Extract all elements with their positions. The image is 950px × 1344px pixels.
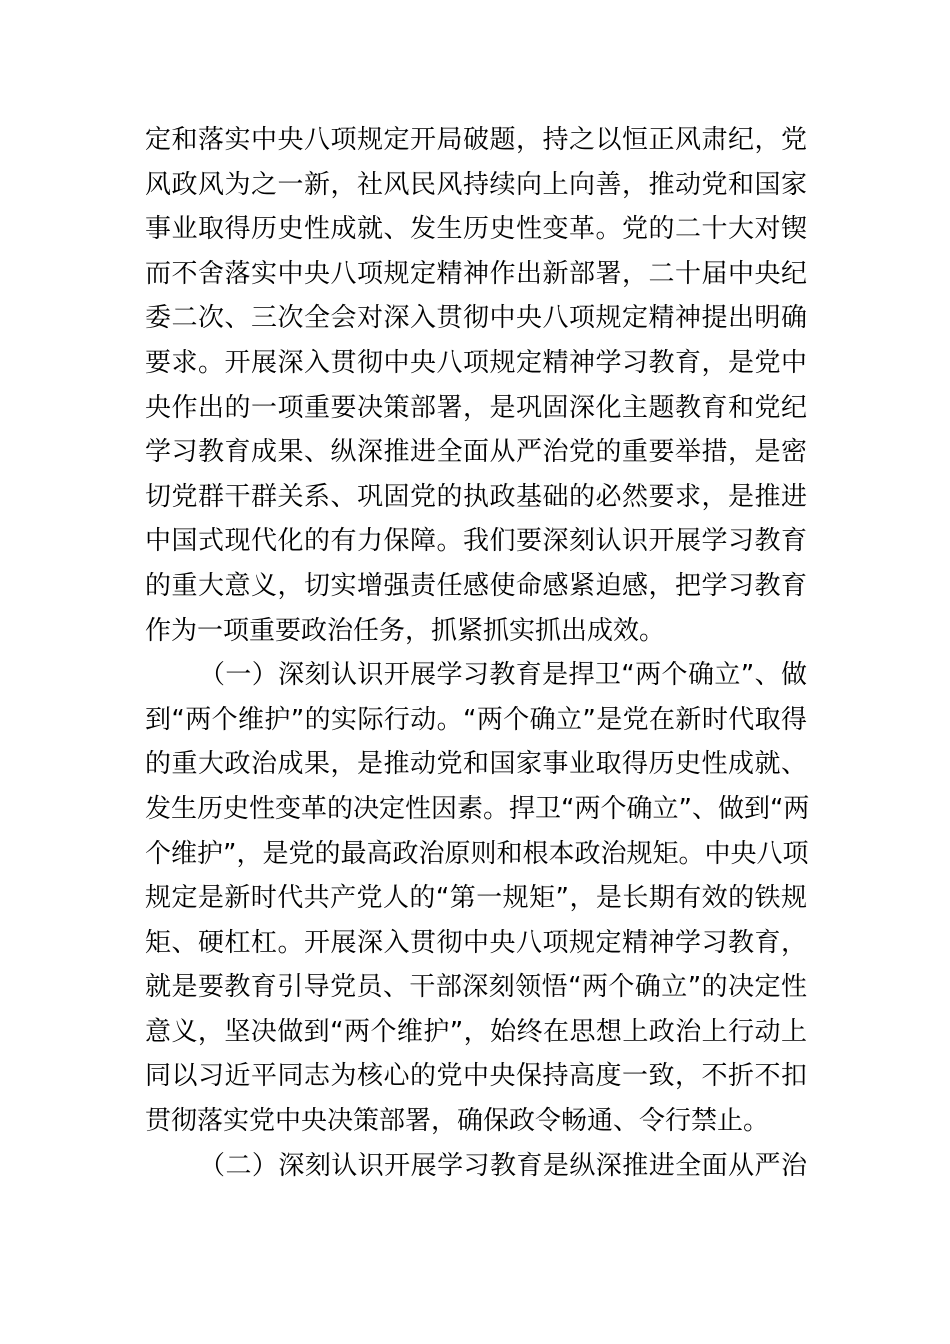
text-line: 意义，坚决做到“两个维护”，始终在思想上政治上行动上 [145, 1016, 807, 1047]
text-line: 矩、硬杠杠。开展深入贯彻中央八项规定精神学习教育， [145, 927, 807, 958]
text-line: 到“两个维护”的实际行动。“两个确立”是党在新时代取得 [145, 704, 807, 735]
text-line: （一）深刻认识开展学习教育是捍卫“两个确立”、做 [199, 660, 807, 691]
text-line: 同以习近平同志为核心的党中央保持高度一致，不折不扣 [145, 1061, 807, 1092]
text-line: 作为一项重要政治任务，抓紧抓实抓出成效。 [145, 615, 666, 646]
text-line: 发生历史性变革的决定性因素。捍卫“两个确立”、做到“两 [145, 793, 810, 824]
document-page [145, 118, 810, 1188]
text-line: 要求。开展深入贯彻中央八项规定精神学习教育，是党中 [145, 347, 807, 378]
text-line: 中国式现代化的有力保障。我们要深刻认识开展学习教育 [145, 526, 807, 557]
text-line: 的重大政治成果，是推动党和国家事业取得历史性成就、 [145, 749, 807, 780]
text-line: 委二次、三次全会对深入贯彻中央八项规定精神提出明确 [145, 303, 807, 334]
text-line: 学习教育成果、纵深推进全面从严治党的重要举措，是密 [145, 437, 807, 468]
text-line: 就是要教育引导党员、干部深刻领悟“两个确立”的决定性 [145, 972, 807, 1003]
text-line: 而不舍落实中央八项规定精神作出新部署，二十届中央纪 [145, 258, 807, 289]
text-line: 规定是新时代共产党人的“第一规矩”，是长期有效的铁规 [145, 883, 807, 914]
text-line: 风政风为之一新，社风民风持续向上向善，推动党和国家 [145, 169, 807, 200]
text-line: 的重大意义，切实增强责任感使命感紧迫感，把学习教育 [145, 570, 807, 601]
text-line: 个维护”，是党的最高政治原则和根本政治规矩。中央八项 [145, 838, 809, 869]
text-line: 贯彻落实党中央决策部署，确保政令畅通、令行禁止。 [145, 1106, 770, 1137]
text-line: 央作出的一项重要决策部署，是巩固深化主题教育和党纪 [145, 392, 807, 423]
text-line: 切党群干群关系、巩固党的执政基础的必然要求，是推进 [145, 481, 807, 512]
text-line: 定和落实中央八项规定开局破题，持之以恒正风肃纪，党 [145, 125, 807, 155]
text-line: 事业取得历史性成就、发生历史性变革。党的二十大对锲 [145, 214, 807, 245]
text-line: （二）深刻认识开展学习教育是纵深推进全面从严治 [199, 1150, 807, 1181]
